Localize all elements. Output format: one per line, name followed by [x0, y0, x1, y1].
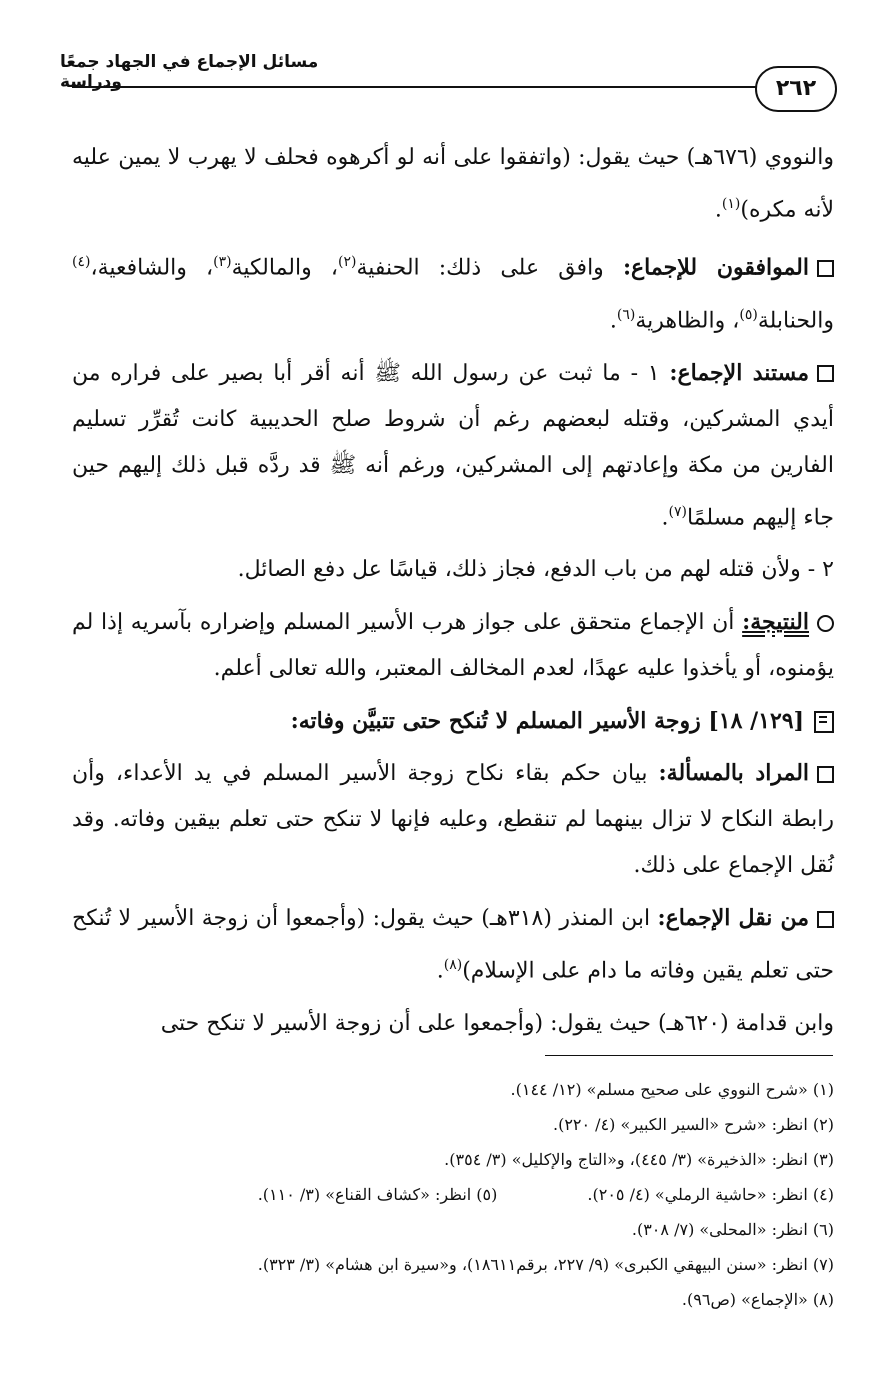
square-bullet-icon — [817, 911, 834, 928]
label-result: النتيجة: — [742, 609, 809, 636]
footnote-2: (٢) انظر: «شرح «السير الكبير» (٤/ ٢٢٠). — [552, 1115, 834, 1134]
label-agreeing: الموافقون للإجماع: — [622, 254, 809, 281]
footnote-4: (٤) انظر: «حاشية الرملي» (٤/ ٢٠٥). — [587, 1185, 834, 1204]
circle-bullet-icon — [817, 615, 834, 632]
paragraph-transmitters: من نقل الإجماع: ابن المنذر (٣١٨هـ) حيث يقول: (وأجمعوا أن زوجة الأسير لا تُنكح حتى تعلم يقين وفاته ما دام على الإسلام)$^{(٨)}$. — [72, 905, 834, 984]
label-transmitters: من نقل الإجماع: — [657, 905, 809, 932]
label-basis: مستند الإجماع: — [669, 359, 809, 386]
paragraph-ibn-qudama: وابن قدامة (٦٢٠هـ) حيث يقول: (وأجمعوا على أن زوجة الأسير لا تنكح حتى — [160, 1010, 834, 1036]
footnote-5: (٥) انظر: «كشاف القناع» (٣/ ١١٠). — [257, 1185, 498, 1204]
book-icon — [814, 711, 834, 733]
page-number: ٢٦٢ — [755, 66, 837, 112]
footnote-6: (٦) انظر: «المحلى» (٧/ ٣٠٨). — [631, 1220, 834, 1239]
footnote-row-4-5 — [72, 1177, 834, 1212]
section-heading: [١٢٩/ ١٨] زوجة الأسير المسلم لا تُنكح حتى تتبيَّن وفاته: — [72, 698, 834, 744]
footnote-ref: (١) — [721, 196, 741, 212]
footnote-1: (١) «شرح النووي على صحيح مسلم» (١٢/ ١٤٤). — [510, 1080, 834, 1099]
paragraph-meaning: المراد بالمسألة: بيان حكم بقاء نكاح زوجة الأسير المسلم في يد الأعداء، وأن رابطة النكاح لا تزال بينهما لم تنقطع، وعليه فإنها لا تنكح حتى تعلم بيقين وفاته. وقد نُقل الإجماع على ذلك. — [72, 760, 834, 879]
main-text — [72, 135, 834, 1053]
square-bullet-icon — [817, 260, 834, 277]
paragraph-second-evidence: ٢ - ولأن قتله لهم من باب الدفع، فجاز ذلك، قياسًا عل دفع الصائل. — [237, 557, 834, 583]
paragraph-result: النتيجة: أن الإجماع متحقق على جواز هرب الأسير المسلم وإضراره بآسريه إذا لم يؤمنوه، أو يأخذوا عليه عهدًا، لعدم المخالف المعتبر، والله تعالى أعلم. — [72, 609, 834, 682]
running-header-title: مسائل الإجماع في الجهاد جمعًا ودراسة — [60, 52, 319, 92]
label-meaning: المراد بالمسألة: — [658, 760, 810, 787]
paragraph-nawawi: والنووي (٦٧٦هـ) حيث يقول: (واتفقوا على أنه لو أكرهوه فحلف لا يهرب لا يمين عليه لأنه مكره)$^{(١)}$. — [72, 145, 834, 223]
paragraph-agreeing-schools: الموافقون للإجماع: وافق على ذلك: الحنفية$^{(٢)}$، والمالكية$^{(٣)}$، والشافعية،$^{(٤)}$ والحنابلة$^{(٥)}$، والظاهرية$^{(٦)}$. — [72, 254, 834, 333]
footnote-rule — [545, 1055, 833, 1056]
square-bullet-icon — [817, 766, 834, 783]
footnote-8: (٨) «الإجماع» (ص٩٦). — [681, 1290, 834, 1309]
footnote-7: (٧) انظر: «سنن البيهقي الكبرى» (٩/ ٢٢٧، برقم١٨٦١١)، و«سيرة ابن هشام» (٣/ ٣٢٣). — [257, 1255, 834, 1274]
footnote-3: (٣) انظر: «الذخيرة» (٣/ ٤٤٥)، و«التاج والإكليل» (٣/ ٣٥٤). — [444, 1150, 834, 1169]
footnotes — [72, 1072, 834, 1317]
paragraph-basis: مستند الإجماع: ١ - ما ثبت عن رسول الله ﷺ أنه أقر أبا بصير على فراره من أيدي المشركين، وقتله لبعضهم رغم أن شروط صلح الحديبية كانت تُقرِّر تسليم الفارين من مكة وإعادتهم إلى المشركين، ورغم أنه ﷺ قد ردَّه قبل ذلك إليهم حين جاء إليهم مسلمًا$^{(٧)}$. — [72, 359, 834, 531]
square-bullet-icon — [817, 365, 834, 382]
header-rule — [72, 86, 760, 88]
